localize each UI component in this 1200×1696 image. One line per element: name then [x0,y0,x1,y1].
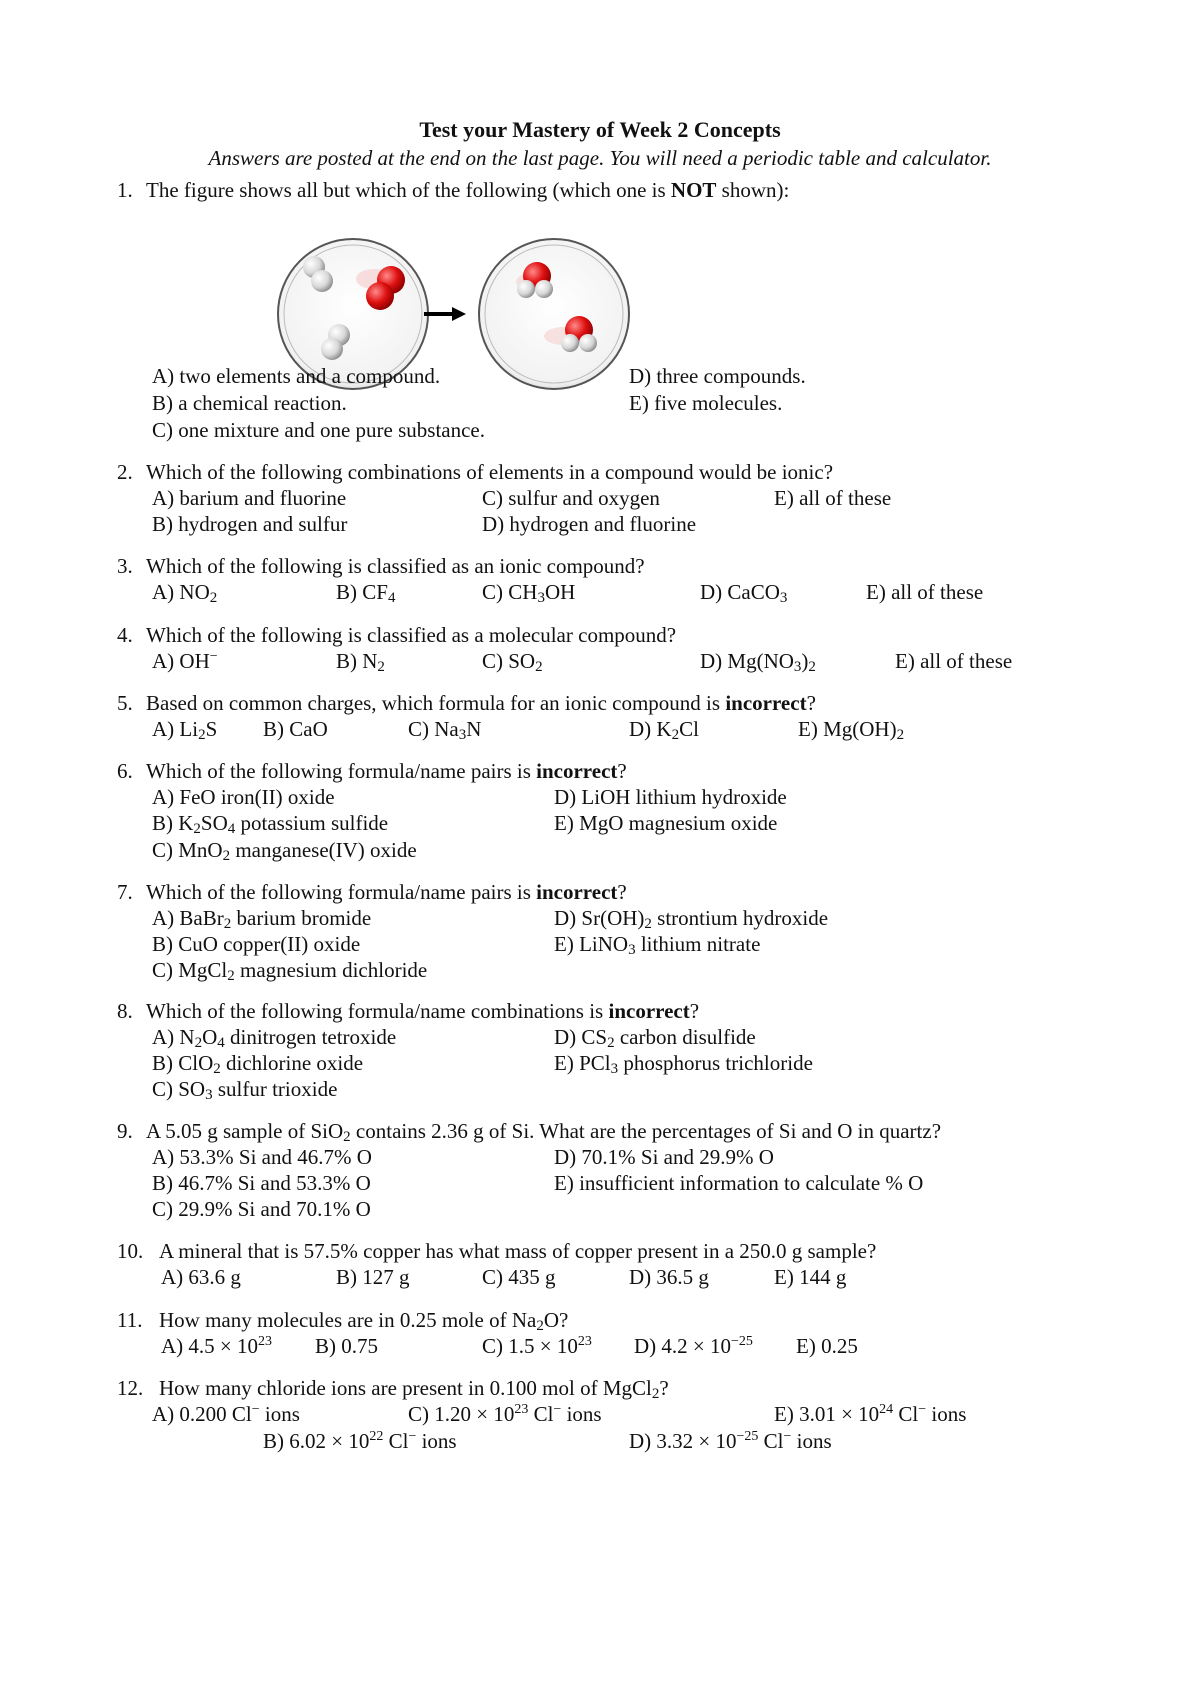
q11-option-d[interactable]: D) $4.2 \times 10^{-25}$ [634,1334,753,1358]
q4-option-b[interactable]: B) $N_2$ [336,649,385,675]
q10-option-d[interactable]: D) 36.5 g [629,1265,709,1289]
q8-option-c[interactable]: C) $SO_3$ sulfur trioxide [152,1077,338,1103]
q1-option-a[interactable]: A) two elements and a compound. [152,364,441,388]
question-9: 9. A 5.05 g sample of SiO$_2$ contains 2.36 g of Si. What are the percentages of Si and O in quartz? [117,1119,942,1145]
question-number: 1. [117,178,133,202]
q1-option-c[interactable]: C) one mixture and one pure substance. [152,418,485,442]
question-number: 3. [117,554,133,578]
question-11: 11. How many molecules are in 0.25 mole of $Na_2O$? [117,1308,569,1334]
q10-option-c[interactable]: C) 435 g [482,1265,556,1289]
q7-option-a[interactable]: A) BaBr$_2$ barium bromide [152,906,372,932]
q7-option-b[interactable]: B) CuO copper(II) oxide [152,932,361,956]
q6-option-d[interactable]: D) LiOH lithium hydroxide [554,785,787,809]
question-number: 7. [117,880,133,904]
q8-option-a[interactable]: A) $N_2O_4$ dinitrogen tetroxide [152,1025,397,1051]
q11-option-b[interactable]: B) 0.75 [315,1334,378,1358]
question-5: 5. Based on common charges, which formula for an ionic compound is incorrect? [117,691,816,715]
q10-option-a[interactable]: A) 63.6 g [161,1265,241,1289]
question-number: 12. [117,1376,144,1400]
page-title: Test your Mastery of Week 2 Concepts [419,117,781,142]
q4-option-a[interactable]: A) OH− [152,649,218,673]
q1-option-b[interactable]: B) a chemical reaction. [152,391,347,415]
products-circle [479,239,629,389]
question-2: 2. Which of the following combinations of elements in a compound would be ionic? [117,460,834,484]
question-number: 4. [117,623,133,647]
question-number: 5. [117,691,133,715]
q12-option-c[interactable]: C) $1.20 \times 10^{23}$ Cl− ions [408,1402,602,1426]
q7-option-e[interactable]: E) LiNO$_3$ lithium nitrate [554,932,761,958]
q6-option-c[interactable]: C) MnO$_2$ manganese(IV) oxide [152,838,417,864]
q10-option-b[interactable]: B) 127 g [336,1265,410,1289]
q6-option-a[interactable]: A) FeO iron(II) oxide [152,785,335,809]
q12-option-b[interactable]: B) $6.02 \times 10^{22}$ Cl− ions [263,1429,457,1453]
question-number: 9. [117,1119,133,1143]
q9-option-e[interactable]: E) insufficient information to calculate % O [554,1171,924,1195]
question-number: 2. [117,460,133,484]
q9-option-c[interactable]: C) 29.9% Si and 70.1% O [152,1197,371,1221]
q1-option-d[interactable]: D) three compounds. [629,364,806,388]
question-number: 8. [117,999,133,1023]
question-8: 8. Which of the following formula/name combinations is incorrect? [117,999,700,1023]
question-number: 6. [117,759,133,783]
q4-option-c[interactable]: C) $SO_2$ [482,649,543,675]
question-10: 10. A mineral that is 57.5% copper has what mass of copper present in a 250.0 g sample? [117,1239,877,1263]
q12-option-e[interactable]: E) $3.01 \times 10^{24}$ Cl− ions [774,1402,967,1426]
q9-option-a[interactable]: A) 53.3% Si and 46.7% O [152,1145,372,1169]
question-6: 6. Which of the following formula/name pairs is incorrect? [117,759,627,783]
q2-option-c[interactable]: C) sulfur and oxygen [482,486,660,510]
question-12: 12. How many chloride ions are present in 0.100 mol of MgCl$_2$? [117,1376,669,1402]
q6-option-b[interactable]: B) $K_2SO_4$ potassium sulfide [152,811,389,837]
q5-option-e[interactable]: E) $Mg(OH)_2$ [798,717,905,743]
q3-option-b[interactable]: B) $CF_4$ [336,580,396,606]
q2-option-b[interactable]: B) hydrogen and sulfur [152,512,348,536]
q4-option-d[interactable]: D) $Mg(NO_3)_2$ [700,649,816,675]
q6-option-e[interactable]: E) MgO magnesium oxide [554,811,778,835]
q5-option-c[interactable]: C) $Na_3N$ [408,717,482,743]
q5-option-d[interactable]: D) $K_2Cl$ [629,717,699,743]
q5-option-a[interactable]: A) $Li_2S$ [152,717,218,743]
q8-option-d[interactable]: D) $CS_2$ carbon disulfide [554,1025,756,1051]
question-4: 4. Which of the following is classified as a molecular compound? [117,623,677,647]
q8-option-e[interactable]: E) PCl$_3$ phosphorus trichloride [554,1051,813,1077]
q11-option-a[interactable]: A) $4.5 \times 10^{23}$ [161,1334,273,1358]
q7-option-c[interactable]: C) MgCl$_2$ magnesium dichloride [152,958,428,984]
question-1: 1. The figure shows all but which of the following (which one is NOT shown): [117,178,790,202]
question-number: 11. [117,1308,143,1332]
q11-option-c[interactable]: C) $1.5 \times 10^{23}$ [482,1334,592,1358]
question-number: 10. [117,1239,144,1263]
question-7: 7. Which of the following formula/name pairs is incorrect? [117,880,627,904]
q3-option-d[interactable]: D) CaCO$_3$ [700,580,788,606]
q10-option-e[interactable]: E) 144 g [774,1265,847,1289]
q2-option-e[interactable]: E) all of these [774,486,892,510]
q3-option-a[interactable]: A) $NO_2$ [152,580,218,606]
q4-option-e[interactable]: E) all of these [895,649,1013,673]
q7-option-d[interactable]: D) $Sr(OH)_2$ strontium hydroxide [554,906,829,932]
q9-option-d[interactable]: D) 70.1% Si and 29.9% O [554,1145,774,1169]
q11-option-e[interactable]: E) 0.25 [796,1334,858,1358]
right-arrow-icon [424,307,466,321]
q2-option-d[interactable]: D) hydrogen and fluorine [482,512,697,536]
q9-option-b[interactable]: B) 46.7% Si and 53.3% O [152,1171,371,1195]
question-3: 3. Which of the following is classified as an ionic compound? [117,554,645,578]
q3-option-c[interactable]: C) $CH_3OH$ [482,580,576,606]
q5-option-b[interactable]: B) CaO [263,717,328,741]
q3-option-e[interactable]: E) all of these [866,580,984,604]
q12-option-d[interactable]: D) $3.32 \times 10^{-25}$ Cl− ions [629,1429,832,1453]
q12-option-a[interactable]: A) 0.200 Cl− ions [152,1402,300,1426]
q1-option-e[interactable]: E) five molecules. [629,391,783,415]
page-subtitle: Answers are posted at the end on the last page. You will need a periodic table and calculator. [208,146,992,170]
q8-option-b[interactable]: B) ClO$_2$ dichlorine oxide [152,1051,364,1077]
q2-option-a[interactable]: A) barium and fluorine [152,486,347,510]
